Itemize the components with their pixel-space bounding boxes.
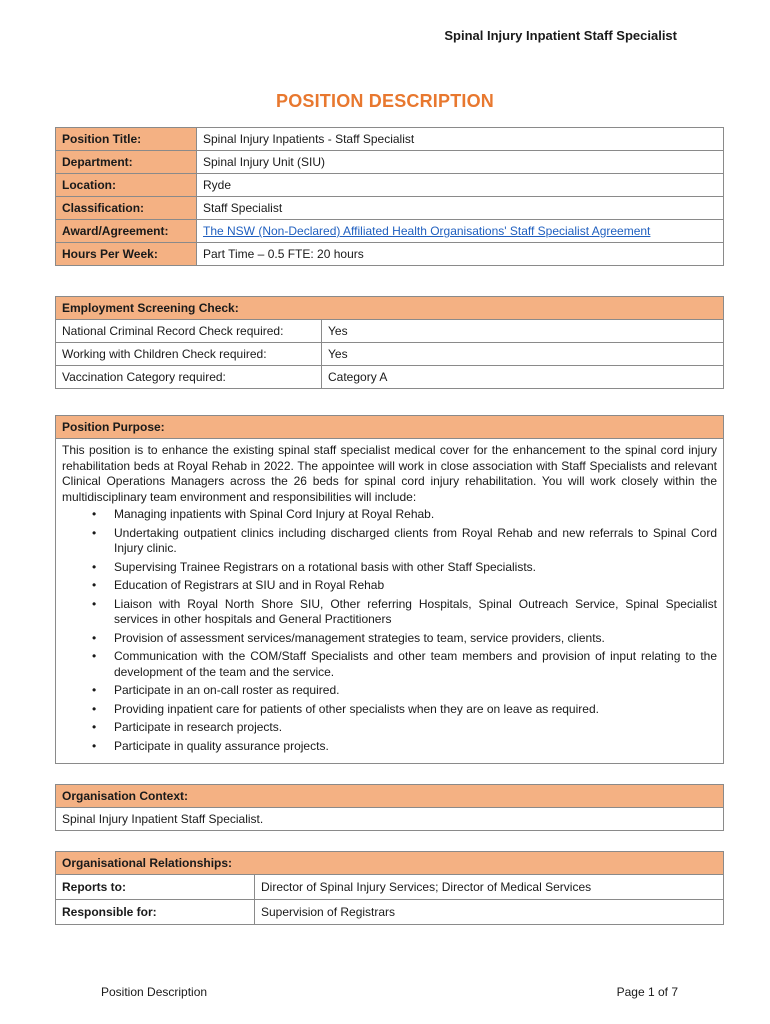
purpose-body	[56, 439, 724, 764]
table-row	[56, 174, 724, 197]
list-item: • Communication with the COM/Staff Specialists and other team members and provision of input relating to the development of the team and the service.	[92, 649, 717, 679]
purpose-table	[55, 415, 724, 764]
bullet-icon: •	[92, 559, 97, 574]
context-table	[55, 784, 724, 831]
location-label: Location:	[56, 174, 197, 197]
list-item: • Providing inpatient care for patients of other specialists when they are on leave as required.	[92, 701, 599, 716]
bullet-icon: •	[92, 596, 97, 611]
table-row	[56, 220, 724, 243]
list-item: • Supervising Trainee Registrars on a rotational basis with other Staff Specialists.	[92, 559, 536, 574]
table-row	[56, 900, 724, 925]
table-row	[56, 243, 724, 266]
screening-label: National Criminal Record Check required:	[56, 320, 322, 343]
bullet-icon: •	[92, 507, 97, 521]
table-row	[56, 808, 724, 831]
responsible-for-value: Supervision of Registrars	[255, 900, 724, 925]
table-row	[56, 439, 724, 764]
award-agreement-link[interactable]: The NSW (Non-Declared) Affiliated Health Organisations' Staff Specialist Agreement	[203, 224, 651, 238]
footer-page-number: Page 1 of 7	[616, 985, 678, 999]
table-row	[56, 297, 724, 320]
screening-value: Category A	[322, 366, 724, 389]
list-item: • Liaison with Royal North Shore SIU, Other referring Hospitals, Spinal Outreach Service, Spinal Specialist services in other hospitals and General Practitioners	[92, 596, 717, 626]
page-title: POSITION DESCRIPTION	[275, 91, 495, 111]
list-item: • Managing inpatients with Spinal Cord Injury at Royal Rehab.	[92, 507, 435, 521]
table-row	[56, 785, 724, 808]
list-item: • Participate in research projects.	[92, 720, 283, 734]
screening-label: Vaccination Category required:	[56, 366, 322, 389]
position-details-table	[55, 127, 724, 266]
award-value-cell	[197, 220, 724, 243]
purpose-heading: Position Purpose:	[56, 416, 724, 439]
location-value: Ryde	[197, 174, 724, 197]
classification-value: Staff Specialist	[197, 197, 724, 220]
responsibilities-list	[62, 507, 717, 754]
bullet-icon: •	[92, 720, 97, 734]
reports-to-label: Reports to:	[56, 875, 255, 900]
screening-value: Yes	[322, 343, 724, 366]
running-header-title: Spinal Injury Inpatient Staff Specialist	[444, 28, 677, 43]
context-heading: Organisation Context:	[56, 785, 724, 808]
relationships-heading: Organisational Relationships:	[56, 852, 724, 875]
department-value: Spinal Injury Unit (SIU)	[197, 151, 724, 174]
responsible-for-label: Responsible for:	[56, 900, 255, 925]
bullet-icon: •	[92, 738, 97, 753]
table-row	[56, 197, 724, 220]
bullet-icon: •	[92, 683, 97, 697]
reports-to-value: Director of Spinal Injury Services; Director of Medical Services	[255, 875, 724, 900]
context-text: Spinal Injury Inpatient Staff Specialist.	[56, 808, 724, 831]
table-row	[56, 416, 724, 439]
list-item: • Participate in an on-call roster as required.	[92, 683, 340, 697]
table-row	[56, 875, 724, 900]
screening-heading: Employment Screening Check:	[56, 297, 724, 320]
footer-document-name: Position Description	[101, 985, 208, 999]
classification-label: Classification:	[56, 197, 197, 220]
table-row	[56, 852, 724, 875]
bullet-icon: •	[92, 630, 97, 645]
relationships-table	[55, 851, 724, 925]
table-row	[56, 128, 724, 151]
hours-label: Hours Per Week:	[56, 243, 197, 266]
screening-value: Yes	[322, 320, 724, 343]
position-title-label: Position Title:	[56, 128, 197, 151]
table-row	[56, 151, 724, 174]
bullet-icon: •	[92, 578, 97, 592]
table-row	[56, 343, 724, 366]
purpose-intro: This position is to enhance the existing spinal staff specialist medical cover for the enhancement to the spinal cord injury rehabilitation beds at Royal Rehab in 2022. The appointee will work in close association with Staff Specialists and relevant Clinical Operations Managers across the 26 beds for spinal cord injury rehabilitation. You will work closely within the multidisciplinary team environment and responsibilities will include:	[62, 443, 717, 504]
bullet-icon: •	[92, 525, 97, 540]
table-row	[56, 366, 724, 389]
bullet-icon: •	[92, 701, 97, 716]
department-label: Department:	[56, 151, 197, 174]
list-item: • Provision of assessment services/management strategies to team, service providers, clients.	[92, 630, 605, 645]
position-title-value: Spinal Injury Inpatients - Staff Specialist	[197, 128, 724, 151]
screening-label: Working with Children Check required:	[56, 343, 322, 366]
list-item: • Education of Registrars at SIU and in Royal Rehab	[92, 578, 385, 592]
table-row	[56, 320, 724, 343]
list-item: • Participate in quality assurance projects.	[92, 738, 329, 753]
list-item: • Undertaking outpatient clinics including discharged clients from Royal Rehab and new referrals to Spinal Cord Injury clinic.	[92, 525, 717, 555]
bullet-icon: •	[92, 649, 97, 663]
award-label: Award/Agreement:	[56, 220, 197, 243]
hours-value: Part Time – 0.5 FTE: 20 hours	[197, 243, 724, 266]
screening-table	[55, 296, 724, 389]
